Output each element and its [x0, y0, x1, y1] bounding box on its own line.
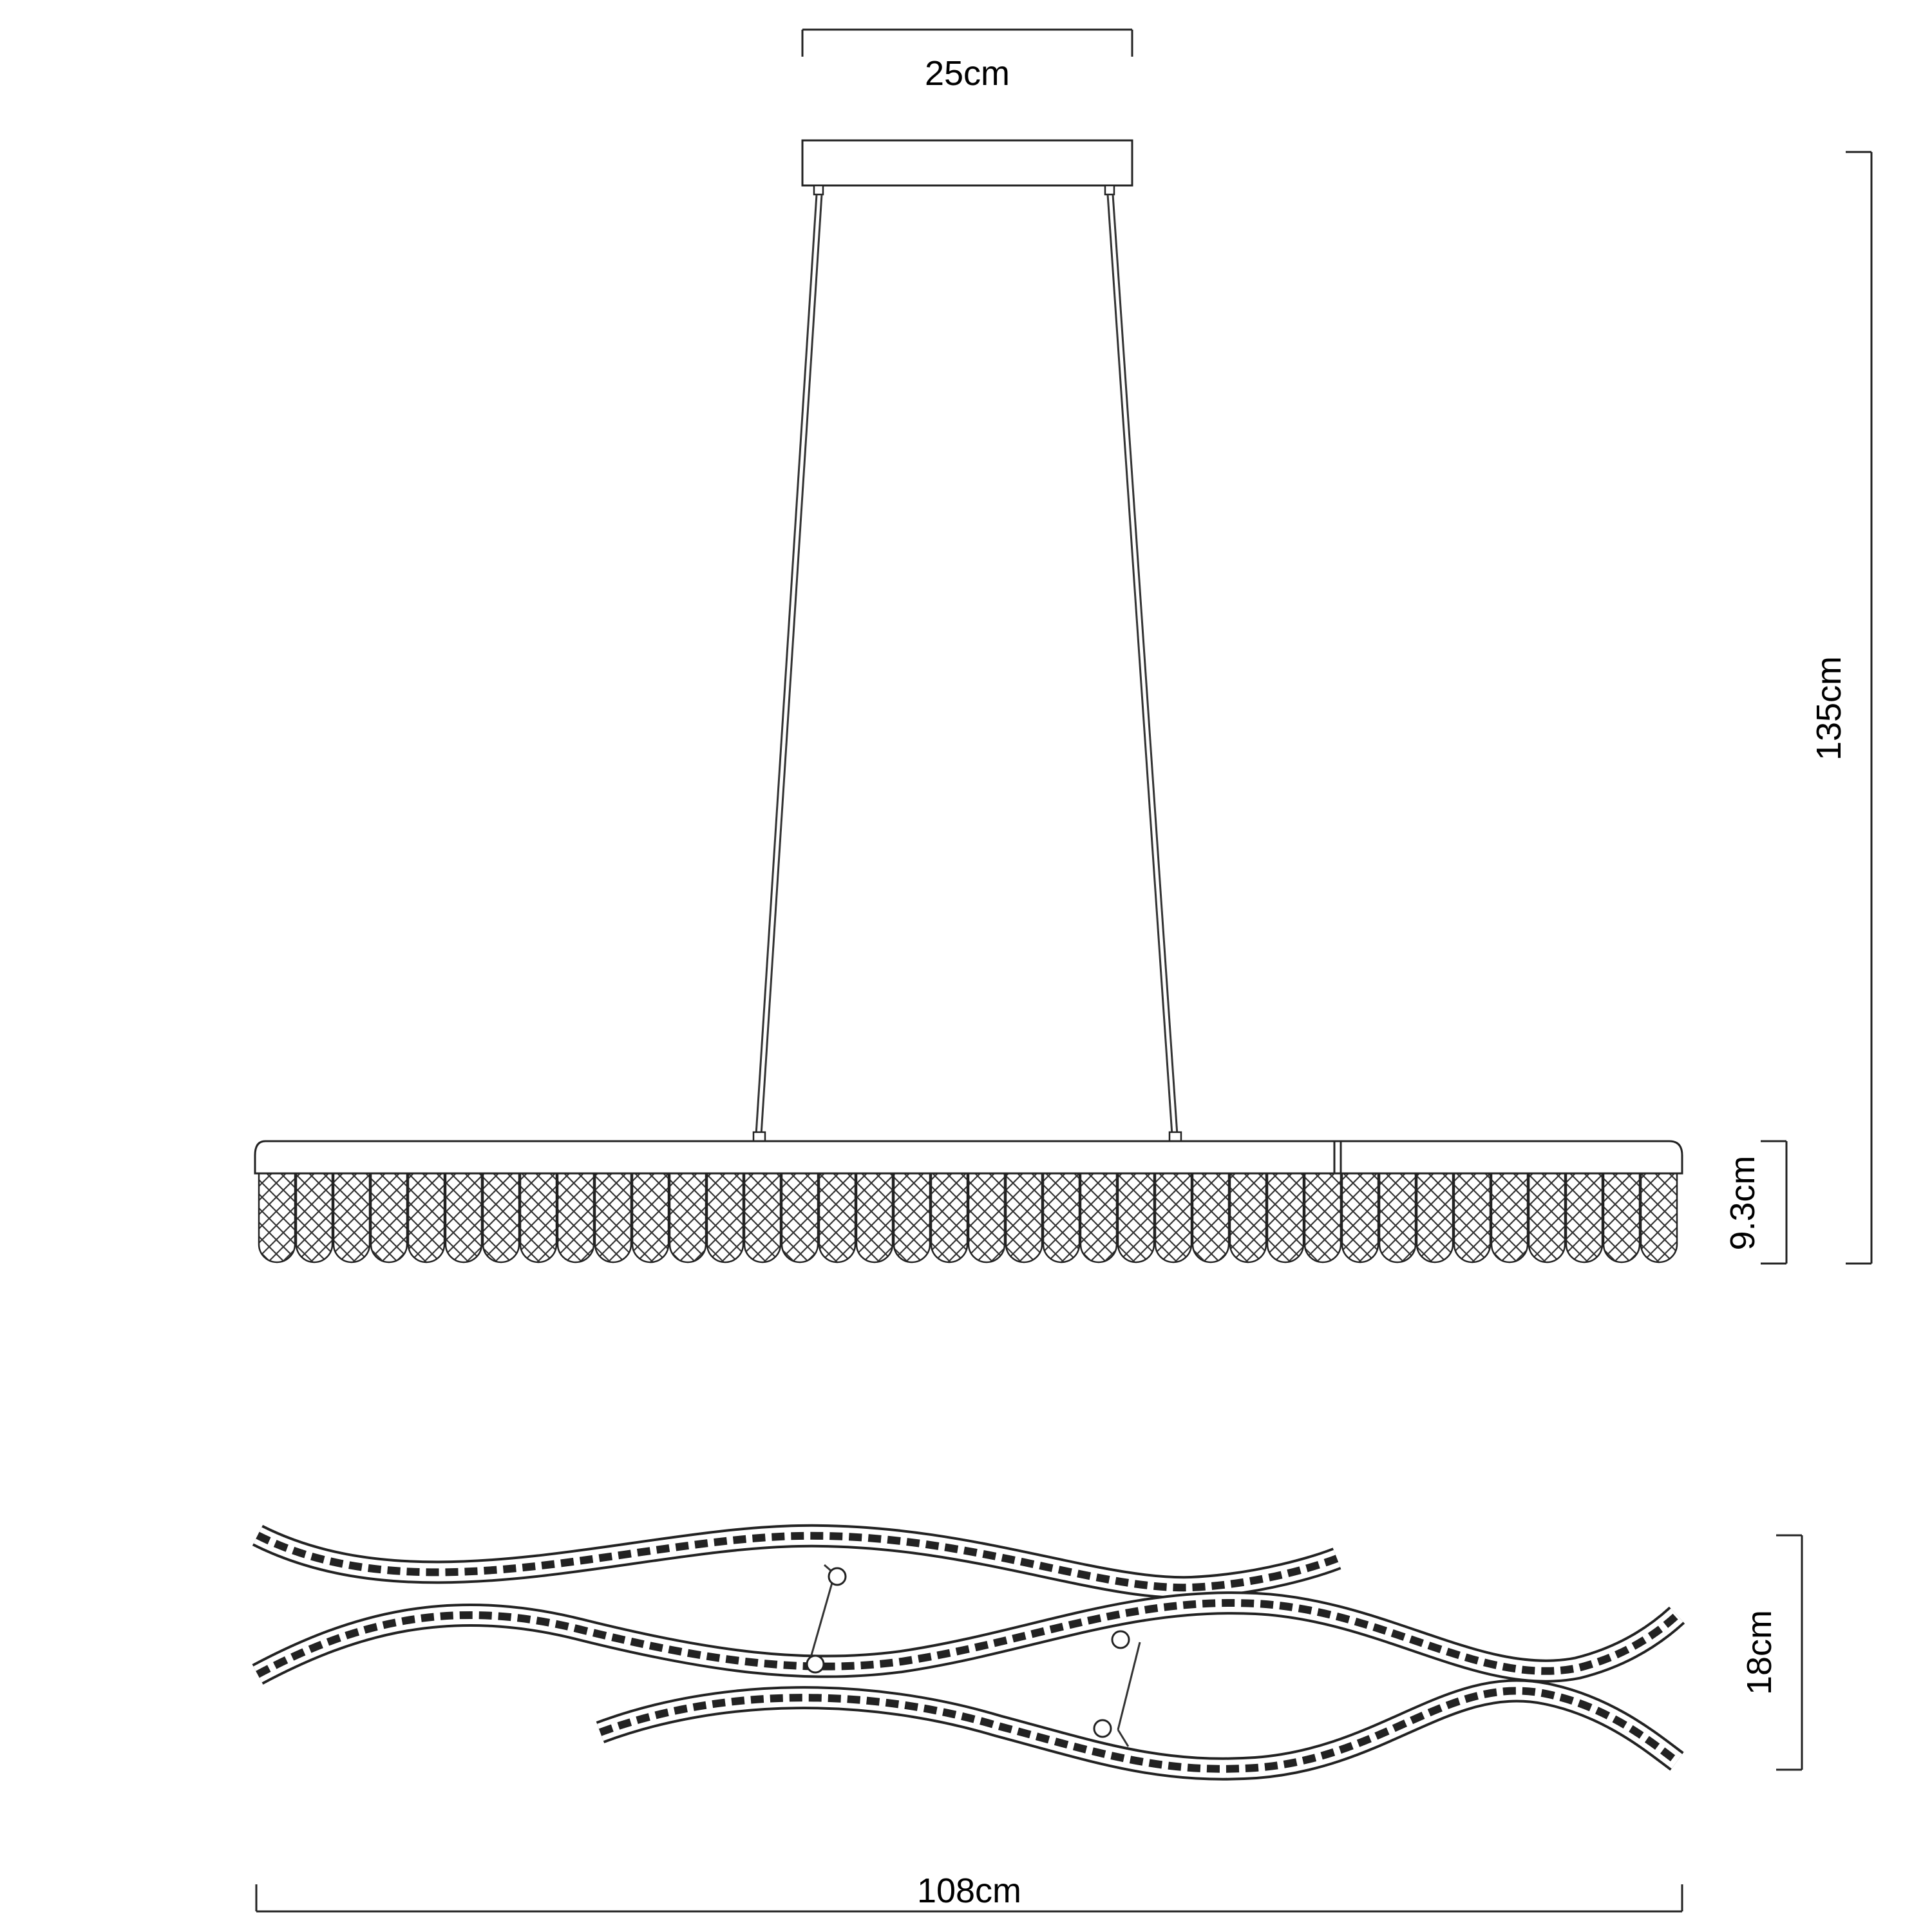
crystal-pendant: [595, 1173, 631, 1262]
crystal-pendant: [1081, 1173, 1117, 1262]
crystal-pendant: [1193, 1173, 1229, 1262]
lamp-body-side-view: [255, 1141, 1682, 1262]
crystal-pendant: [1305, 1173, 1341, 1262]
crystal-pendant: [1155, 1173, 1191, 1262]
crystal-pendant: [1230, 1173, 1266, 1262]
crystal-pendant: [1379, 1173, 1416, 1262]
crystal-pendant: [483, 1173, 519, 1262]
wave-strip-lower: [600, 1691, 1677, 1769]
crystal-pendant: [1006, 1173, 1042, 1262]
crystal-pendant: [670, 1173, 706, 1262]
canopy-width-label: 25cm: [924, 54, 1010, 93]
suspension-cables: [756, 194, 1177, 1135]
crystal-pendant: [334, 1173, 370, 1262]
depth-dimension: [1776, 1535, 1802, 1770]
wave-strip-middle: [258, 1603, 1677, 1674]
crystal-pendant: [1604, 1173, 1640, 1262]
cable-anchors: [814, 185, 1114, 194]
crystal-pendant: [931, 1173, 967, 1262]
canopy-width-dimension: [802, 30, 1132, 57]
crystal-pendant: [857, 1173, 893, 1262]
total-length-label: 108cm: [916, 1871, 1022, 1910]
ceiling-canopy: [802, 140, 1132, 185]
crystal-pendant: [296, 1173, 332, 1262]
body-height-label: 9.3cm: [1723, 1155, 1762, 1251]
lamp-body-top-bar: [255, 1141, 1682, 1173]
crystal-pendant: [744, 1173, 781, 1262]
crystal-pendant: [259, 1173, 295, 1262]
crystal-pendant: [1118, 1173, 1154, 1262]
crystal-pendant: [371, 1173, 407, 1262]
crystal-pendant: [1641, 1173, 1677, 1262]
crystal-pendant: [894, 1173, 930, 1262]
crystal-pendant: [1566, 1173, 1602, 1262]
crystal-pendant: [1267, 1173, 1303, 1262]
body-height-dimension: [1761, 1141, 1786, 1264]
crystal-pendants-row: [259, 1173, 1677, 1262]
top-view-wave-strips: [258, 1535, 1677, 1769]
crystal-pendant: [1417, 1173, 1453, 1262]
crystal-pendant: [558, 1173, 594, 1262]
crystal-pendant: [1454, 1173, 1490, 1262]
crystal-pendant: [632, 1173, 668, 1262]
total-height-dimension: [1846, 152, 1871, 1264]
crystal-pendant: [1342, 1173, 1378, 1262]
crystal-pendant: [782, 1173, 818, 1262]
crystal-pendant: [707, 1173, 743, 1262]
depth-label: 18cm: [1740, 1609, 1779, 1696]
crystal-pendant: [969, 1173, 1005, 1262]
crystal-pendant: [520, 1173, 556, 1262]
wave-strip-upper: [258, 1535, 1337, 1587]
crystal-pendant: [1529, 1173, 1565, 1262]
cable-grippers: [753, 1132, 1181, 1141]
crystal-pendant: [408, 1173, 444, 1262]
crystal-pendant: [446, 1173, 482, 1262]
crystal-pendant: [819, 1173, 855, 1262]
crystal-pendant: [1043, 1173, 1079, 1262]
crystal-pendant: [1492, 1173, 1528, 1262]
total-height-label: 135cm: [1810, 656, 1848, 761]
